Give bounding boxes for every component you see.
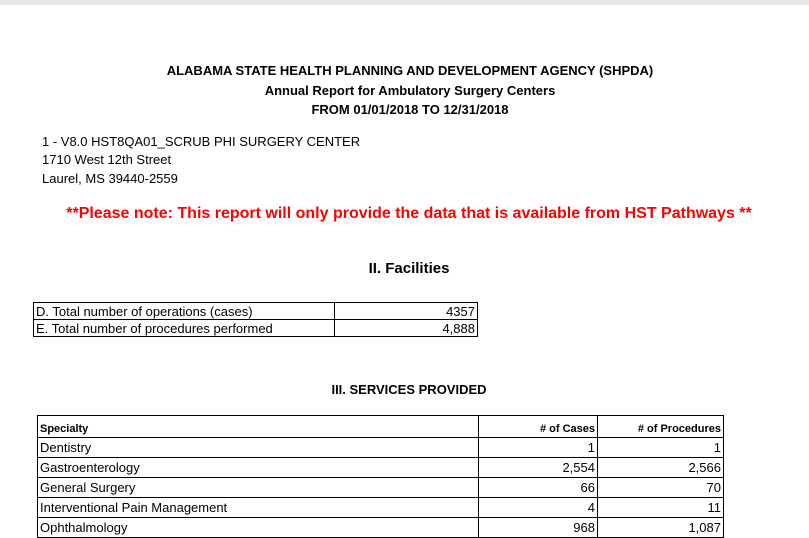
facility-row-label: E. Total number of procedures performed [34, 320, 335, 337]
specialty-cell: Interventional Pain Management [38, 498, 479, 518]
cases-cell: 968 [479, 518, 598, 538]
facilities-table [33, 302, 478, 337]
agency-title: ALABAMA STATE HEALTH PLANNING AND DEVELOPMENT AGENCY (SHPDA) [166, 63, 654, 78]
cases-cell: 1 [479, 438, 598, 458]
services-table [37, 415, 724, 538]
cases-cell: 4 [479, 498, 598, 518]
table-row [38, 458, 724, 478]
section-services-title: III. SERVICES PROVIDED [331, 382, 487, 397]
specialty-cell: Dentistry [38, 438, 479, 458]
column-header-specialty: Specialty [38, 416, 479, 438]
procedures-cell: 70 [598, 478, 724, 498]
facility-name: 1 - V8.0 HST8QA01_SCRUB PHI SURGERY CENTER [42, 134, 361, 149]
procedures-cell: 1 [598, 438, 724, 458]
cases-cell: 2,554 [479, 458, 598, 478]
cases-cell: 66 [479, 478, 598, 498]
column-header-cases: # of Cases [479, 416, 598, 438]
procedures-cell: 11 [598, 498, 724, 518]
table-row [38, 478, 724, 498]
top-edge-bar [0, 0, 809, 5]
specialty-cell: Gastroenterology [38, 458, 479, 478]
table-row [38, 518, 724, 538]
facility-row-label: D. Total number of operations (cases) [34, 303, 335, 320]
facility-row-value: 4,888 [335, 320, 478, 337]
procedures-cell: 2,566 [598, 458, 724, 478]
facility-city: Laurel, MS 39440-2559 [42, 171, 178, 186]
table-row [34, 303, 478, 320]
table-row [38, 438, 724, 458]
table-row [38, 498, 724, 518]
data-availability-note: **Please note: This report will only provide the data that is available from HST Pathways ** [66, 205, 752, 222]
section-facilities-title: II. Facilities [368, 260, 450, 277]
specialty-cell: Ophthalmology [38, 518, 479, 538]
report-title: Annual Report for Ambulatory Surgery Centers [264, 83, 556, 98]
facility-row-value: 4357 [335, 303, 478, 320]
table-row [34, 320, 478, 337]
table-header-row [38, 416, 724, 438]
specialty-cell: General Surgery [38, 478, 479, 498]
column-header-procedures: # of Procedures [598, 416, 724, 438]
procedures-cell: 1,087 [598, 518, 724, 538]
report-period: FROM 01/01/2018 TO 12/31/2018 [311, 102, 509, 117]
facility-street: 1710 West 12th Street [42, 152, 172, 167]
